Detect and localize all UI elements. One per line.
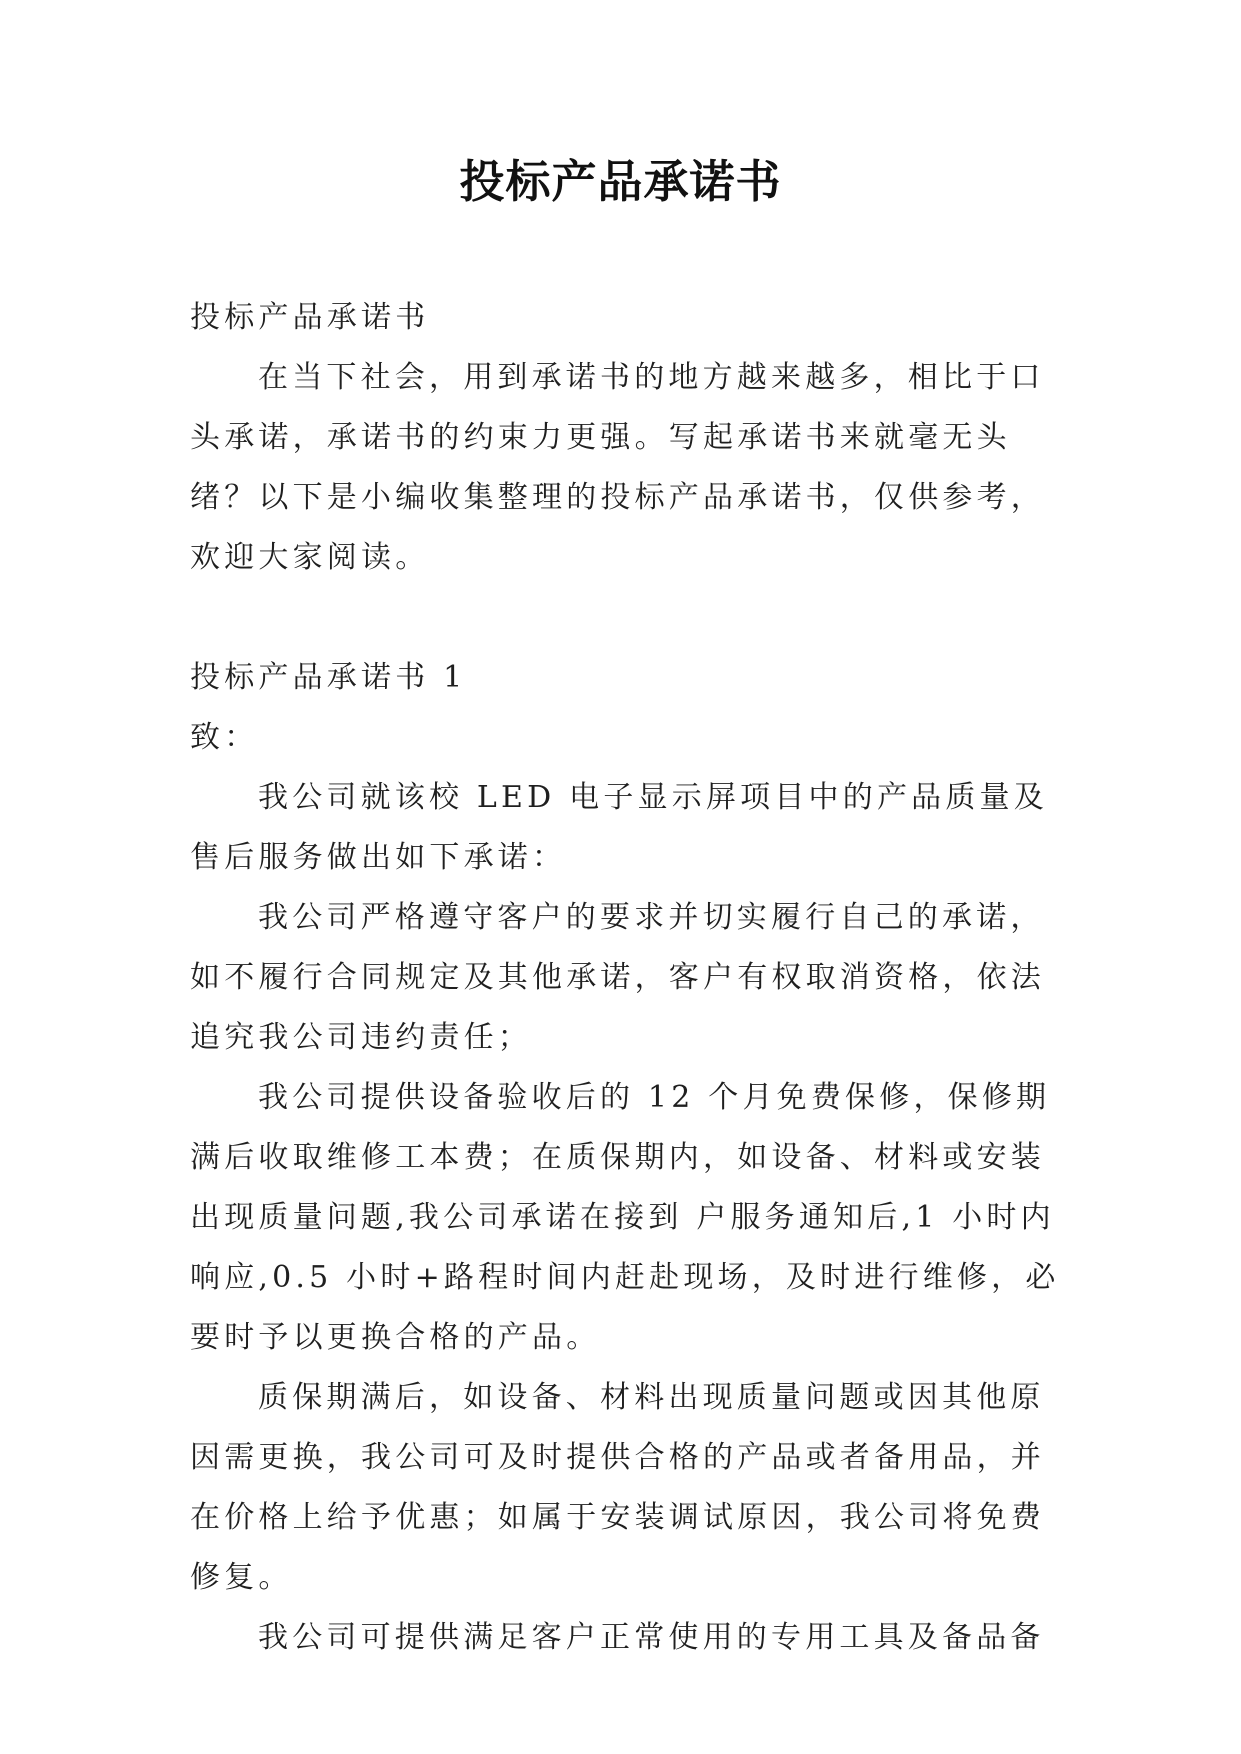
commitment-intro: 我公司就该校 LED 电子显示屏项目中的产品质量及售后服务做出如下承诺： — [190, 780, 1048, 875]
salutation: 致： — [190, 720, 259, 755]
commitment-paragraph: 我公司可提供满足客户正常使用的专用工具及备品备 — [258, 1620, 1045, 1655]
commitment-paragraph: 质保期满后，如设备、材料出现质量问题或因其他原因需更换，我公司可及时提供合格的产品或者备用品，并在价格上给予优惠；如属于安装调试原因，我公司将免费修复。 — [190, 1380, 1045, 1595]
document-title: 投标产品承诺书 — [459, 155, 782, 208]
intro-heading: 投标产品承诺书 — [190, 300, 430, 335]
intro-paragraph: 在当下社会，用到承诺书的地方越来越多，相比于口头承诺，承诺书的约束力更强。写起承诺书来就毫无头绪？以下是小编收集整理的投标产品承诺书，仅供参考，欢迎大家阅读。 — [190, 360, 1045, 575]
section-heading: 投标产品承诺书 1 — [190, 660, 467, 695]
commitment-paragraph: 我公司提供设备验收后的 12 个月免费保修，保修期满后收取维修工本费；在质保期内，如设备、材料或安装出现质量问题,我公司承诺在接到 户服务通知后,1 小时内响应,0.5 小时+路程时间内赶赴现场，及时进行维修，必要时予以更换合格的产品。 — [190, 1080, 1060, 1355]
document-body — [190, 288, 1070, 1668]
commitment-paragraph: 我公司严格遵守客户的要求并切实履行自己的承诺，如不履行合同规定及其他承诺，客户有权取消资格，依法追究我公司违约责任； — [190, 900, 1045, 1055]
